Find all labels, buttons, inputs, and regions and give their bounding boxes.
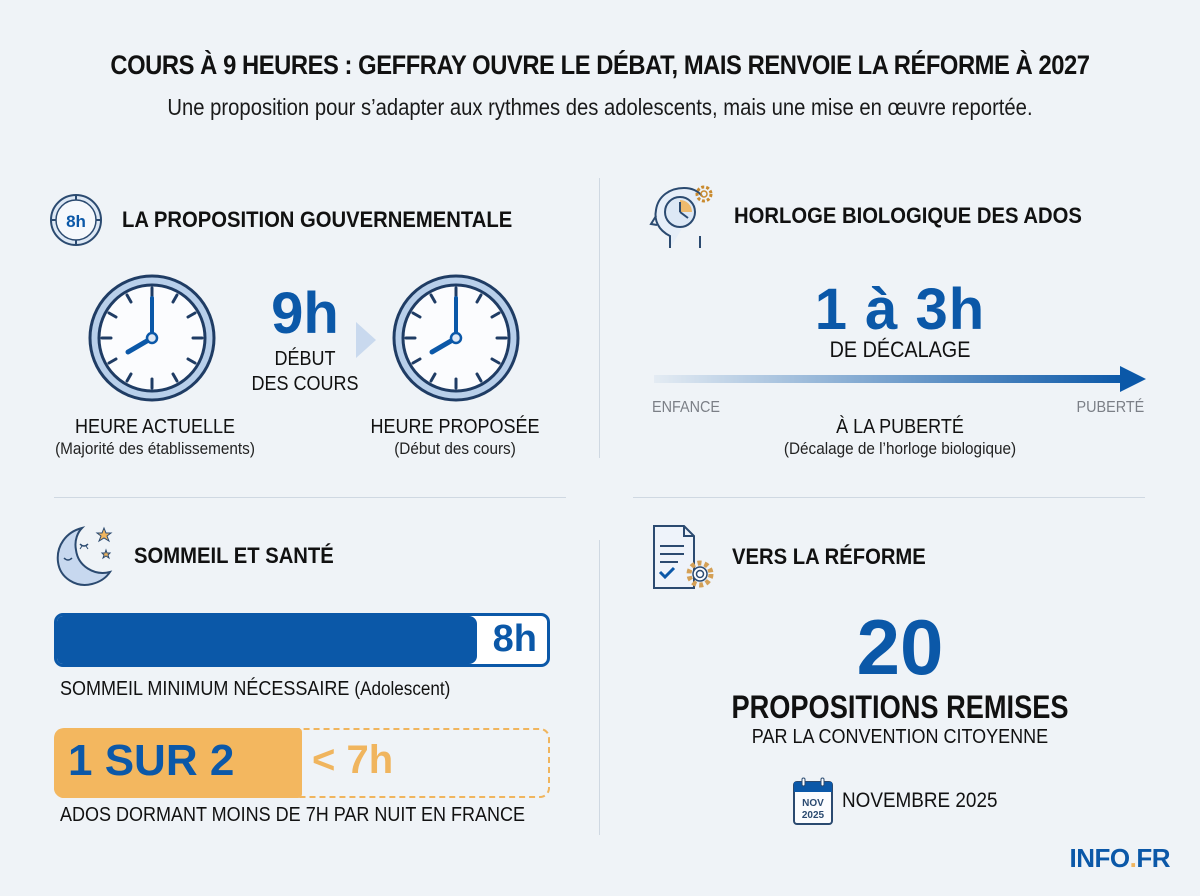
- proposed-time-labels: [350, 416, 560, 459]
- start-time-line2: DES COURS: [251, 373, 359, 395]
- proposals-source: PAR LA CONVENTION CITOYENNE: [751, 726, 1049, 748]
- section-title: HORLOGE BIOLOGIQUE DES ADOS: [734, 203, 1082, 228]
- shift-value: 1 à 3h: [814, 277, 986, 342]
- section-title: LA PROPOSITION GOUVERNEMENTALE: [122, 207, 513, 232]
- min-sleep-bar-fill: [57, 616, 477, 664]
- min-sleep-caption-main: SOMMEIL MINIMUM NÉCESSAIRE: [60, 678, 350, 700]
- shift-label: DE DÉCALAGE: [829, 337, 971, 362]
- sleeping-moon-icon: [52, 524, 120, 588]
- calendar-icon: [792, 776, 834, 826]
- section-header-sommeil: [52, 524, 351, 588]
- current-time-label: HEURE ACTUELLE: [74, 416, 236, 438]
- page-subtitle: Une proposition pour s’adapter aux rythmes des adolescents, mais une mise en œuvre reportée.: [167, 94, 1033, 120]
- section-header-horloge: [648, 180, 1112, 252]
- proposed-time-clock-icon: [390, 272, 522, 404]
- vertical-divider-bottom: [599, 540, 600, 835]
- logo-end: FR: [1136, 843, 1170, 873]
- start-time-callout: [240, 280, 370, 397]
- short-sleep-bar: [54, 728, 550, 798]
- proposed-time-label: HEURE PROPOSÉE: [370, 416, 540, 438]
- logo-main: INFO: [1069, 843, 1130, 873]
- section-title: VERS LA RÉFORME: [732, 544, 926, 569]
- section-header-reforme: [650, 524, 943, 590]
- logo-dot: .: [1129, 843, 1137, 873]
- puberty-caption: [730, 416, 1070, 459]
- current-time-labels: [20, 416, 290, 459]
- horizontal-divider-left: [54, 497, 566, 498]
- svg-text:2025: 2025: [801, 810, 825, 821]
- head-clock-gear-icon: [648, 180, 720, 252]
- current-time-sublabel: (Majorité des établissements): [55, 439, 255, 458]
- puberty-caption-main: À LA PUBERTÉ: [836, 416, 964, 438]
- short-sleep-threshold: < 7h: [312, 738, 394, 782]
- date-row: [792, 776, 1015, 826]
- axis-end-label: PUBERTÉ: [1076, 399, 1144, 416]
- age-timeline-arrow: [654, 364, 1148, 394]
- page-title: COURS À 9 HEURES : GEFFRAY OUVRE LE DÉBAT, MAIS RENVOIE LA RÉFORME À 2027: [110, 50, 1090, 80]
- document-gear-icon: [650, 524, 718, 590]
- min-sleep-value: 8h: [492, 618, 537, 660]
- start-time-line1: DÉBUT: [274, 348, 336, 370]
- puberty-caption-sub: (Décalage de l’horloge biologique): [783, 439, 1017, 458]
- clock-8h-icon: [48, 192, 108, 248]
- section-title: SOMMEIL ET SANTÉ: [134, 543, 334, 568]
- proposed-time-sublabel: (Début des cours): [394, 439, 516, 458]
- proposals-label: PROPOSITIONS REMISES: [731, 689, 1069, 725]
- min-sleep-caption-sub: (Adolescent): [354, 679, 451, 700]
- min-sleep-caption: [60, 678, 450, 701]
- vertical-divider-top: [599, 178, 600, 458]
- section-header-proposition: [48, 192, 546, 248]
- current-time-clock-icon: [86, 272, 218, 404]
- date-label: NOVEMBRE 2025: [842, 789, 998, 812]
- start-time-value: 9h: [271, 281, 339, 346]
- proposals-count: 20: [856, 603, 944, 691]
- horizontal-divider-right: [633, 497, 1145, 498]
- brand-logo: [1069, 843, 1170, 874]
- short-sleep-ratio: 1 SUR 2: [68, 736, 235, 785]
- svg-text:8h: 8h: [66, 212, 86, 231]
- short-sleep-caption: ADOS DORMANT MOINS DE 7H PAR NUIT EN FRANCE: [60, 804, 526, 826]
- shift-callout: [730, 276, 1070, 363]
- proposals-callout: [700, 602, 1100, 749]
- arrow-right-icon: [354, 320, 378, 360]
- min-sleep-bar: [54, 613, 550, 667]
- axis-start-label: ENFANCE: [652, 399, 721, 416]
- svg-text:NOV: NOV: [802, 798, 824, 809]
